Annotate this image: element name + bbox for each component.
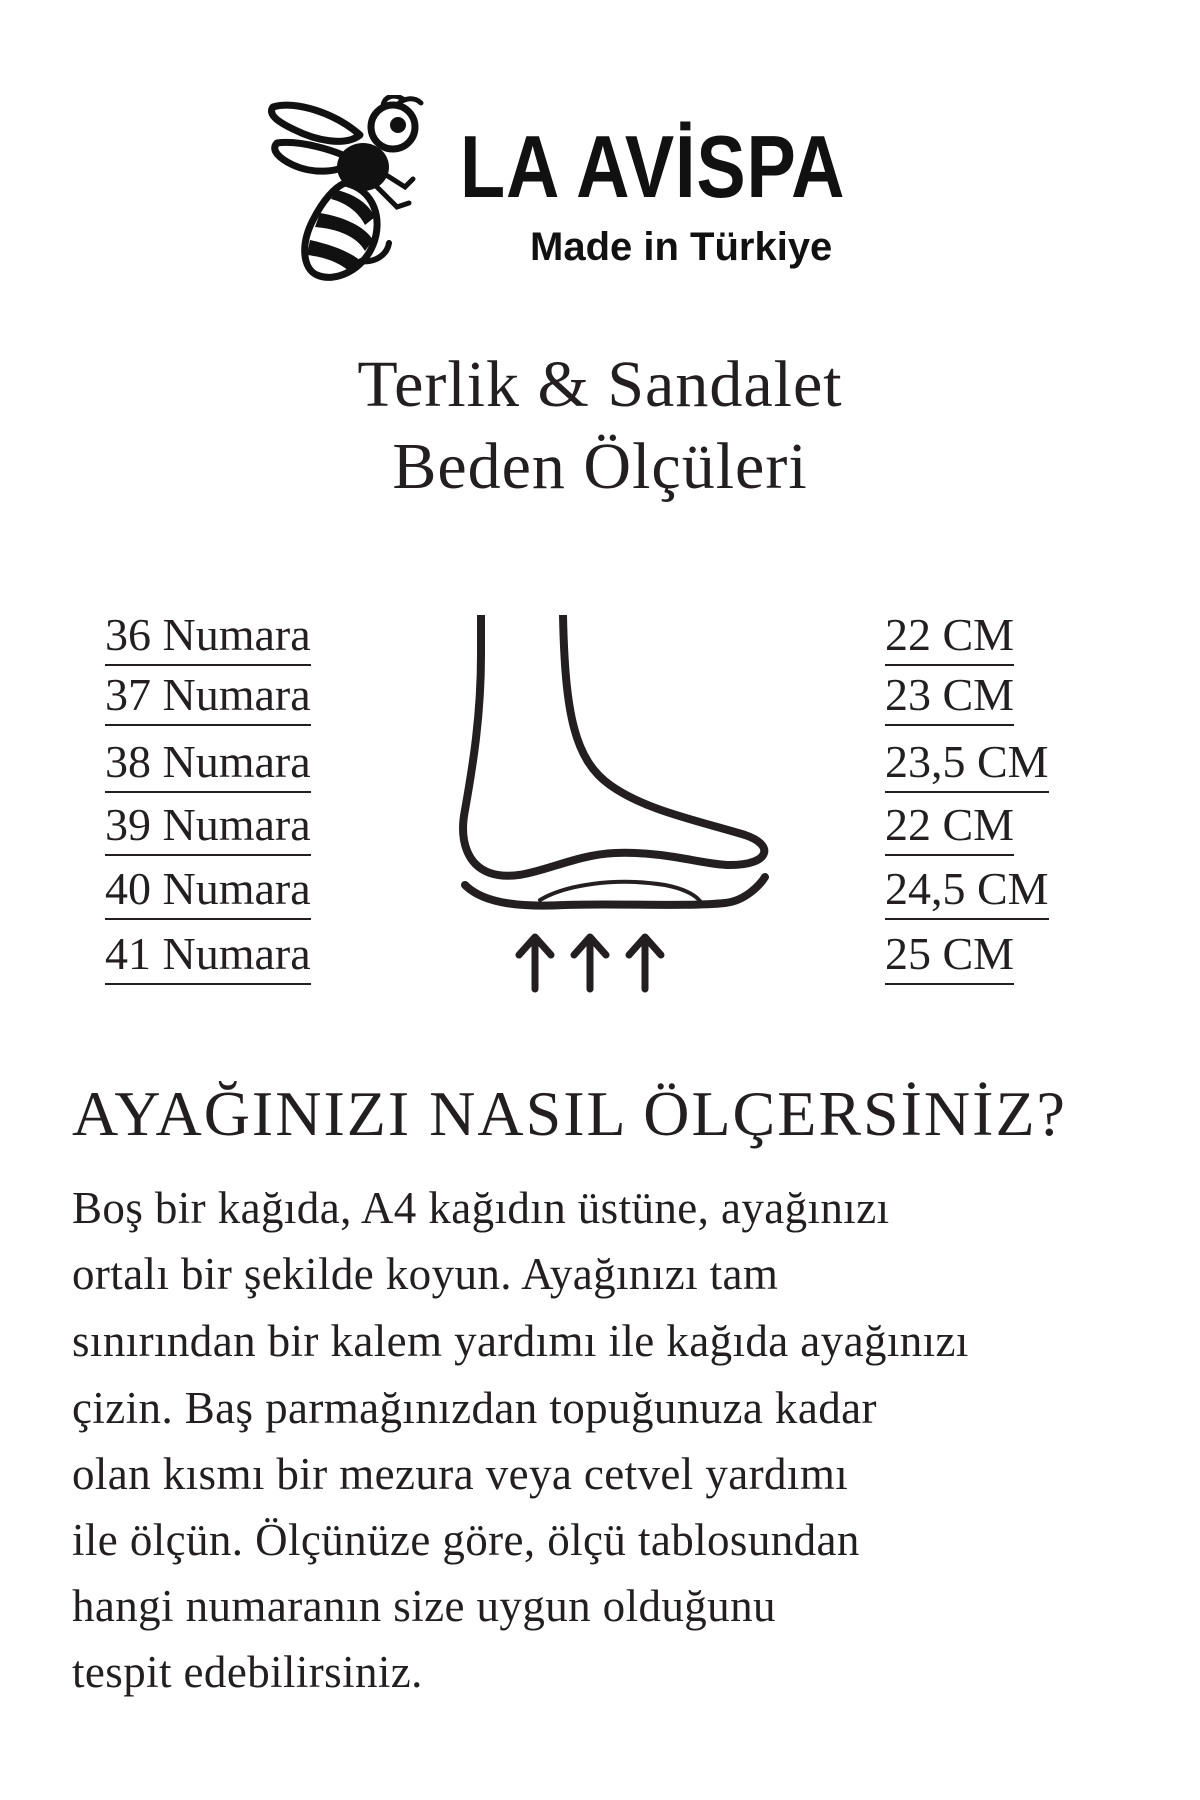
foot-length: 23,5 CM xyxy=(885,739,1049,793)
howto-line: tespit edebilirsiniz. xyxy=(72,1647,423,1697)
foot-length: 25 CM xyxy=(885,931,1014,985)
howto-line: olan kısmı bir mezura veya cetvel yardımı xyxy=(72,1449,849,1499)
howto-line: ile ölçün. Ölçünüze göre, ölçü tablosundan xyxy=(72,1515,860,1565)
brand-logo xyxy=(265,95,925,285)
foot-length: 24,5 CM xyxy=(885,866,1049,920)
foot-length: 23 CM xyxy=(885,672,1014,726)
foot-length: 22 CM xyxy=(885,612,1014,666)
size-number: 39 Numara xyxy=(105,802,311,856)
page-title-line1: Terlik & Sandalet xyxy=(357,348,843,421)
size-number: 36 Numara xyxy=(105,612,311,666)
brand-name: LA AVİSPA xyxy=(460,117,846,216)
howto-line: çizin. Baş parmağınızdan topuğunuza kadar xyxy=(72,1383,877,1433)
up-arrows-icon xyxy=(519,937,661,989)
brand-tagline: Made in Türkiye xyxy=(530,225,833,269)
howto-heading: AYAĞINIZI NASIL ÖLÇERSİNİZ? xyxy=(72,1078,1067,1149)
howto-line: ortalı bir şekilde koyun. Ayağınızı tam xyxy=(72,1249,779,1299)
howto-line: sınırından bir kalem yardımı ile kağıda ayağınızı xyxy=(72,1316,969,1366)
howto-line: hangi numaranın size uygun olduğunu xyxy=(72,1581,776,1631)
foot-on-insole-icon xyxy=(445,615,795,995)
wasp-icon xyxy=(265,95,435,285)
howto-line: Boş bir kağıda, A4 kağıdın üstüne, ayağınızı xyxy=(72,1183,890,1233)
foot-length: 22 CM xyxy=(885,802,1014,856)
size-number: 37 Numara xyxy=(105,672,311,726)
size-number: 40 Numara xyxy=(105,866,311,920)
size-number: 38 Numara xyxy=(105,739,311,793)
page-title-line2: Beden Ölçüleri xyxy=(392,430,808,503)
size-number: 41 Numara xyxy=(105,931,311,985)
